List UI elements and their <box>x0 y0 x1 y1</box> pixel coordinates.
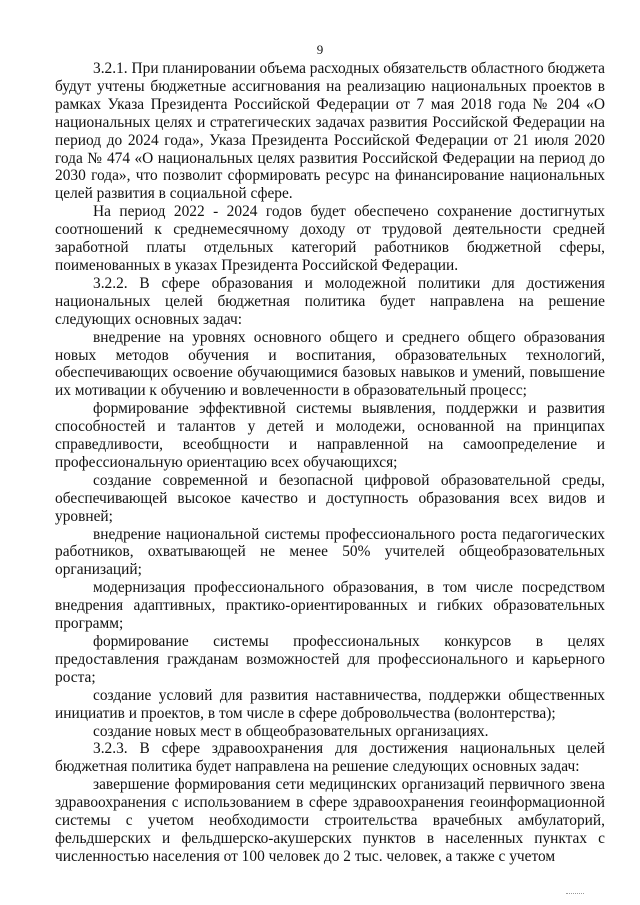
education-task-item: создание современной и безопасной цифровой образовательной среды, обеспечивающей высокое качество и доступность образования всех видов и уровней; <box>55 471 605 525</box>
page-number: 9 <box>316 42 324 57</box>
education-task-item: создание условий для развития наставничества, поддержки общественных инициатив и проектов, в том числе в сфере добровольчества (волонтерства); <box>55 686 605 722</box>
scan-mark <box>566 893 584 896</box>
education-task-item: внедрение национальной системы профессионального роста педагогических работников, охватывающей не менее 50% учителей общеобразовательных организаций; <box>55 525 605 579</box>
paragraph-salary-ratio: На период 2022 - 2024 годов будет обеспечено сохранение достигнутых соотношений к среднемесячному доходу от трудовой деятельности средней заработной платы отдельных категорий работников бюджетной сферы, поименованных в указах Президента Российской Федерации. <box>55 203 605 274</box>
paragraph-3-2-2: 3.2.2. В сфере образования и молодежной политики для достижения национальных целей бюджетная политика будет направлена на решение следующих основных задач: <box>55 274 605 328</box>
healthcare-task-item: завершение формирования сети медицинских организаций первичного звена здравоохранения с использованием в сфере здравоохранения геоинформационной системы с учетом необходимости строительства врачебных амбулаторий, фельдшерских и фельдшерско-акушерских пунктов в населенных пунктах с численностью населения от 100 человек до 2 тыс. человек, а также с учетом <box>55 776 605 865</box>
document-body <box>55 60 605 866</box>
education-task-item: модернизация профессионального образования, в том числе посредством внедрения адаптивных, практико-ориентированных и гибких образовательных программ; <box>55 579 605 633</box>
education-task-item: создание новых мест в общеобразовательных организациях. <box>93 722 489 740</box>
education-task-item: внедрение на уровнях основного общего и среднего общего образования новых методов обучения и воспитания, образовательных технологий, обеспечивающих освоение обучающимися базовых навыков и умений, повышение их мотивации к обучению и вовлеченности в образовательный процесс; <box>55 328 605 400</box>
education-task-item: формирование эффективной системы выявления, поддержки и развития способностей и талантов у детей и молодежи, основанной на принципах справедливости, всеобщности и направленной на самоопределение и профессиональную ориентацию всех обучающихся; <box>55 400 605 471</box>
paragraph-3-2-1: 3.2.1. При планировании объема расходных обязательств областного бюджета будут учтены бюджетные ассигнования на реализацию национальных проектов в рамках Указа Президента Российской Федерации от 7 мая 2018 года № 204 «О национальных целях и стратегических задачах развития Российской Федерации на период до 2024 года», Указа Президента Российской Федерации от 21 июля 2020 года № 474 «О национальных целях развития Российской Федерации на период до 2030 года», что позволит сформировать ресурс на финансирование национальных целей развития в социальной сфере. <box>55 60 605 203</box>
paragraph-3-2-3: 3.2.3. В сфере здравоохранения для достижения национальных целей бюджетная политика будет направлена на решение следующих основных задач: <box>55 740 605 776</box>
education-task-item: формирование системы профессиональных конкурсов в целях предоставления гражданам возможностей для профессионального и карьерного роста; <box>55 633 605 686</box>
